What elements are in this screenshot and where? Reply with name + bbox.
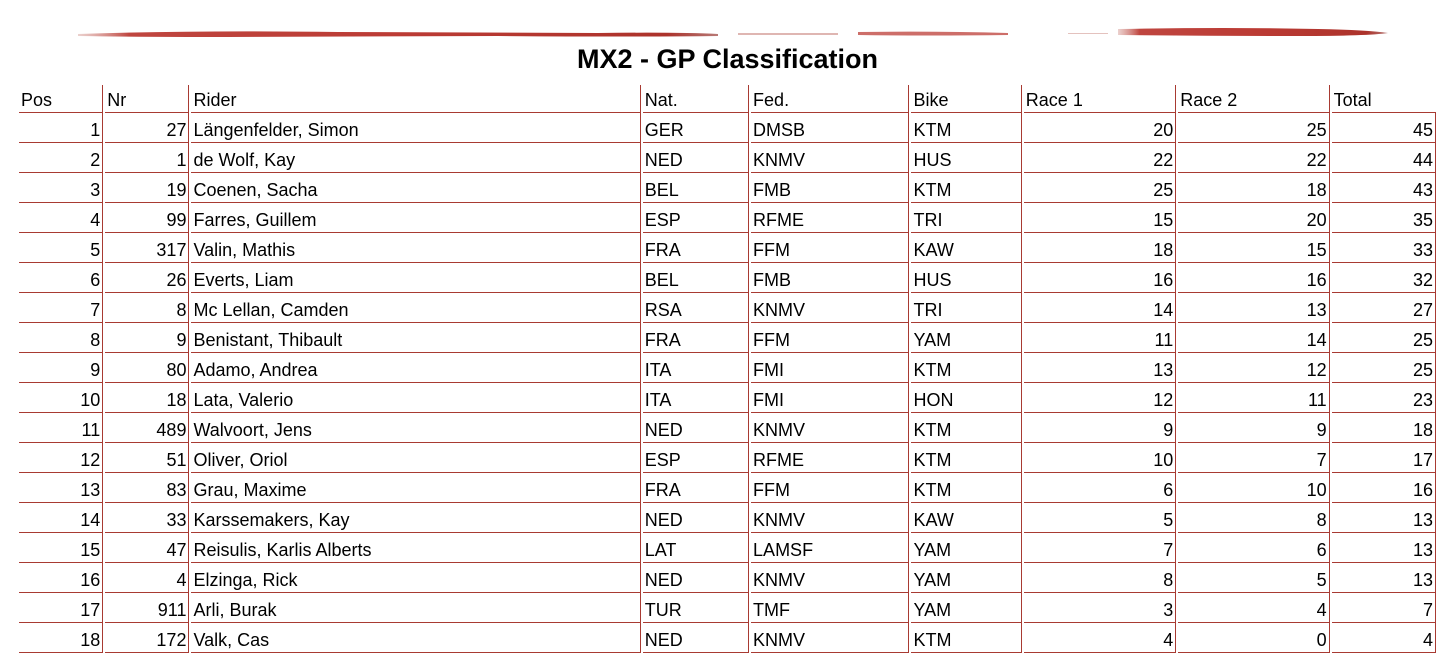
header-race1: Race 1 — [1024, 85, 1176, 113]
cell-fed: KNMV — [751, 623, 909, 653]
cell-nr: 19 — [105, 173, 189, 203]
cell-rider: Reisulis, Karlis Alberts — [191, 533, 640, 563]
cell-nat: NED — [643, 563, 749, 593]
cell-rider: Grau, Maxime — [191, 473, 640, 503]
cell-race1: 3 — [1024, 593, 1176, 623]
cell-race1: 4 — [1024, 623, 1176, 653]
cell-race2: 13 — [1178, 293, 1329, 323]
cell-bike: YAM — [911, 323, 1021, 353]
cell-race1: 8 — [1024, 563, 1176, 593]
table-row — [19, 383, 1436, 413]
cell-race2: 6 — [1178, 533, 1329, 563]
cell-race2: 11 — [1178, 383, 1329, 413]
cell-nr: 47 — [105, 533, 189, 563]
header-race2: Race 2 — [1178, 85, 1329, 113]
cell-fed: FMB — [751, 263, 909, 293]
cell-total: 27 — [1332, 293, 1436, 323]
cell-fed: KNMV — [751, 503, 909, 533]
header-fed: Fed. — [751, 85, 909, 113]
cell-pos: 5 — [19, 233, 103, 263]
cell-race2: 9 — [1178, 413, 1329, 443]
cell-fed: FFM — [751, 323, 909, 353]
table-row — [19, 503, 1436, 533]
cell-total: 43 — [1332, 173, 1436, 203]
cell-bike: KTM — [911, 443, 1021, 473]
cell-race1: 5 — [1024, 503, 1176, 533]
cell-total: 35 — [1332, 203, 1436, 233]
cell-fed: FFM — [751, 473, 909, 503]
cell-race1: 12 — [1024, 383, 1176, 413]
cell-pos: 11 — [19, 413, 103, 443]
cell-nat: NED — [643, 503, 749, 533]
cell-bike: HON — [911, 383, 1021, 413]
table-row — [19, 323, 1436, 353]
cell-race1: 13 — [1024, 353, 1176, 383]
cell-fed: TMF — [751, 593, 909, 623]
cell-pos: 13 — [19, 473, 103, 503]
cell-rider: Lata, Valerio — [191, 383, 640, 413]
cell-race1: 11 — [1024, 323, 1176, 353]
cell-rider: Everts, Liam — [191, 263, 640, 293]
cell-race1: 25 — [1024, 173, 1176, 203]
cell-pos: 16 — [19, 563, 103, 593]
cell-race1: 9 — [1024, 413, 1176, 443]
cell-nat: NED — [643, 143, 749, 173]
cell-total: 45 — [1332, 113, 1436, 143]
cell-bike: KTM — [911, 473, 1021, 503]
cell-nat: LAT — [643, 533, 749, 563]
cell-pos: 10 — [19, 383, 103, 413]
cell-rider: Karssemakers, Kay — [191, 503, 640, 533]
cell-race2: 5 — [1178, 563, 1329, 593]
cell-bike: TRI — [911, 293, 1021, 323]
cell-nr: 27 — [105, 113, 189, 143]
cell-bike: KTM — [911, 173, 1021, 203]
cell-nat: NED — [643, 413, 749, 443]
cell-nat: ESP — [643, 203, 749, 233]
cell-pos: 17 — [19, 593, 103, 623]
cell-race1: 7 — [1024, 533, 1176, 563]
cell-bike: KTM — [911, 353, 1021, 383]
cell-total: 18 — [1332, 413, 1436, 443]
header-pos: Pos — [19, 85, 103, 113]
cell-rider: Oliver, Oriol — [191, 443, 640, 473]
cell-total: 16 — [1332, 473, 1436, 503]
cell-race2: 15 — [1178, 233, 1329, 263]
cell-pos: 4 — [19, 203, 103, 233]
cell-race1: 10 — [1024, 443, 1176, 473]
cell-nr: 83 — [105, 473, 189, 503]
cell-nr: 489 — [105, 413, 189, 443]
cell-pos: 14 — [19, 503, 103, 533]
cell-nat: FRA — [643, 473, 749, 503]
cell-race1: 16 — [1024, 263, 1176, 293]
cell-race2: 4 — [1178, 593, 1329, 623]
cell-nat: RSA — [643, 293, 749, 323]
cell-bike: YAM — [911, 533, 1021, 563]
cell-nr: 317 — [105, 233, 189, 263]
table-row — [19, 623, 1436, 653]
cell-rider: Valk, Cas — [191, 623, 640, 653]
cell-rider: Benistant, Thibault — [191, 323, 640, 353]
cell-nr: 51 — [105, 443, 189, 473]
cell-rider: Valin, Mathis — [191, 233, 640, 263]
cell-rider: Elzinga, Rick — [191, 563, 640, 593]
cell-race2: 18 — [1178, 173, 1329, 203]
cell-nat: BEL — [643, 173, 749, 203]
cell-fed: DMSB — [751, 113, 909, 143]
cell-rider: Arli, Burak — [191, 593, 640, 623]
cell-nat: FRA — [643, 233, 749, 263]
brush-stroke-decoration — [78, 24, 1390, 42]
cell-race2: 0 — [1178, 623, 1329, 653]
cell-race2: 25 — [1178, 113, 1329, 143]
header-rider: Rider — [191, 85, 640, 113]
cell-race1: 15 — [1024, 203, 1176, 233]
cell-total: 25 — [1332, 353, 1436, 383]
cell-rider: Längenfelder, Simon — [191, 113, 640, 143]
cell-nat: FRA — [643, 323, 749, 353]
table-row — [19, 293, 1436, 323]
cell-race1: 20 — [1024, 113, 1176, 143]
cell-race2: 10 — [1178, 473, 1329, 503]
cell-bike: TRI — [911, 203, 1021, 233]
cell-nr: 4 — [105, 563, 189, 593]
cell-bike: KTM — [911, 413, 1021, 443]
cell-fed: KNMV — [751, 143, 909, 173]
cell-nr: 26 — [105, 263, 189, 293]
table-row — [19, 143, 1436, 173]
cell-pos: 1 — [19, 113, 103, 143]
cell-race1: 18 — [1024, 233, 1176, 263]
table-row — [19, 173, 1436, 203]
table-row — [19, 263, 1436, 293]
cell-rider: Coenen, Sacha — [191, 173, 640, 203]
cell-bike: KAW — [911, 503, 1021, 533]
cell-total: 17 — [1332, 443, 1436, 473]
cell-pos: 15 — [19, 533, 103, 563]
table-row — [19, 413, 1436, 443]
table-row — [19, 473, 1436, 503]
cell-total: 4 — [1332, 623, 1436, 653]
cell-bike: YAM — [911, 593, 1021, 623]
cell-nr: 99 — [105, 203, 189, 233]
cell-nr: 33 — [105, 503, 189, 533]
table-row — [19, 353, 1436, 383]
classification-table — [17, 85, 1438, 653]
cell-fed: KNMV — [751, 293, 909, 323]
cell-bike: KTM — [911, 113, 1021, 143]
table-row — [19, 203, 1436, 233]
cell-bike: KAW — [911, 233, 1021, 263]
cell-total: 44 — [1332, 143, 1436, 173]
cell-race2: 16 — [1178, 263, 1329, 293]
cell-pos: 8 — [19, 323, 103, 353]
header-total: Total — [1332, 85, 1436, 113]
header-bike: Bike — [911, 85, 1021, 113]
cell-nr: 80 — [105, 353, 189, 383]
cell-bike: YAM — [911, 563, 1021, 593]
cell-total: 13 — [1332, 563, 1436, 593]
cell-race2: 8 — [1178, 503, 1329, 533]
cell-nat: GER — [643, 113, 749, 143]
cell-pos: 7 — [19, 293, 103, 323]
cell-nat: BEL — [643, 263, 749, 293]
table-row — [19, 593, 1436, 623]
cell-race2: 22 — [1178, 143, 1329, 173]
cell-nat: ITA — [643, 383, 749, 413]
cell-pos: 6 — [19, 263, 103, 293]
cell-total: 23 — [1332, 383, 1436, 413]
cell-total: 13 — [1332, 533, 1436, 563]
cell-nr: 172 — [105, 623, 189, 653]
cell-total: 13 — [1332, 503, 1436, 533]
cell-fed: RFME — [751, 203, 909, 233]
cell-pos: 9 — [19, 353, 103, 383]
cell-bike: HUS — [911, 143, 1021, 173]
cell-race1: 6 — [1024, 473, 1176, 503]
cell-race2: 12 — [1178, 353, 1329, 383]
cell-rider: Walvoort, Jens — [191, 413, 640, 443]
cell-race1: 14 — [1024, 293, 1176, 323]
cell-bike: HUS — [911, 263, 1021, 293]
table-row — [19, 113, 1436, 143]
table-row — [19, 533, 1436, 563]
table-body — [19, 113, 1436, 653]
page-title: MX2 - GP Classification — [576, 44, 879, 74]
cell-total: 33 — [1332, 233, 1436, 263]
cell-fed: FMB — [751, 173, 909, 203]
cell-pos: 12 — [19, 443, 103, 473]
table-row — [19, 563, 1436, 593]
cell-rider: Mc Lellan, Camden — [191, 293, 640, 323]
cell-total: 7 — [1332, 593, 1436, 623]
cell-fed: KNMV — [751, 413, 909, 443]
cell-pos: 18 — [19, 623, 103, 653]
cell-nat: TUR — [643, 593, 749, 623]
cell-rider: Farres, Guillem — [191, 203, 640, 233]
cell-bike: KTM — [911, 623, 1021, 653]
header-nr: Nr — [105, 85, 189, 113]
cell-nr: 18 — [105, 383, 189, 413]
cell-race2: 14 — [1178, 323, 1329, 353]
cell-nr: 911 — [105, 593, 189, 623]
table-row — [19, 233, 1436, 263]
cell-total: 25 — [1332, 323, 1436, 353]
cell-fed: FMI — [751, 353, 909, 383]
cell-race1: 22 — [1024, 143, 1176, 173]
cell-fed: KNMV — [751, 563, 909, 593]
cell-fed: RFME — [751, 443, 909, 473]
cell-race2: 20 — [1178, 203, 1329, 233]
table-row — [19, 443, 1436, 473]
cell-nr: 1 — [105, 143, 189, 173]
table-header-row — [19, 85, 1436, 113]
cell-rider: Adamo, Andrea — [191, 353, 640, 383]
cell-fed: FFM — [751, 233, 909, 263]
cell-total: 32 — [1332, 263, 1436, 293]
cell-pos: 2 — [19, 143, 103, 173]
cell-pos: 3 — [19, 173, 103, 203]
cell-nat: ITA — [643, 353, 749, 383]
cell-rider: de Wolf, Kay — [191, 143, 640, 173]
cell-fed: FMI — [751, 383, 909, 413]
cell-nat: NED — [643, 623, 749, 653]
cell-nat: ESP — [643, 443, 749, 473]
header-nat: Nat. — [643, 85, 749, 113]
cell-nr: 9 — [105, 323, 189, 353]
cell-race2: 7 — [1178, 443, 1329, 473]
cell-nr: 8 — [105, 293, 189, 323]
cell-fed: LAMSF — [751, 533, 909, 563]
